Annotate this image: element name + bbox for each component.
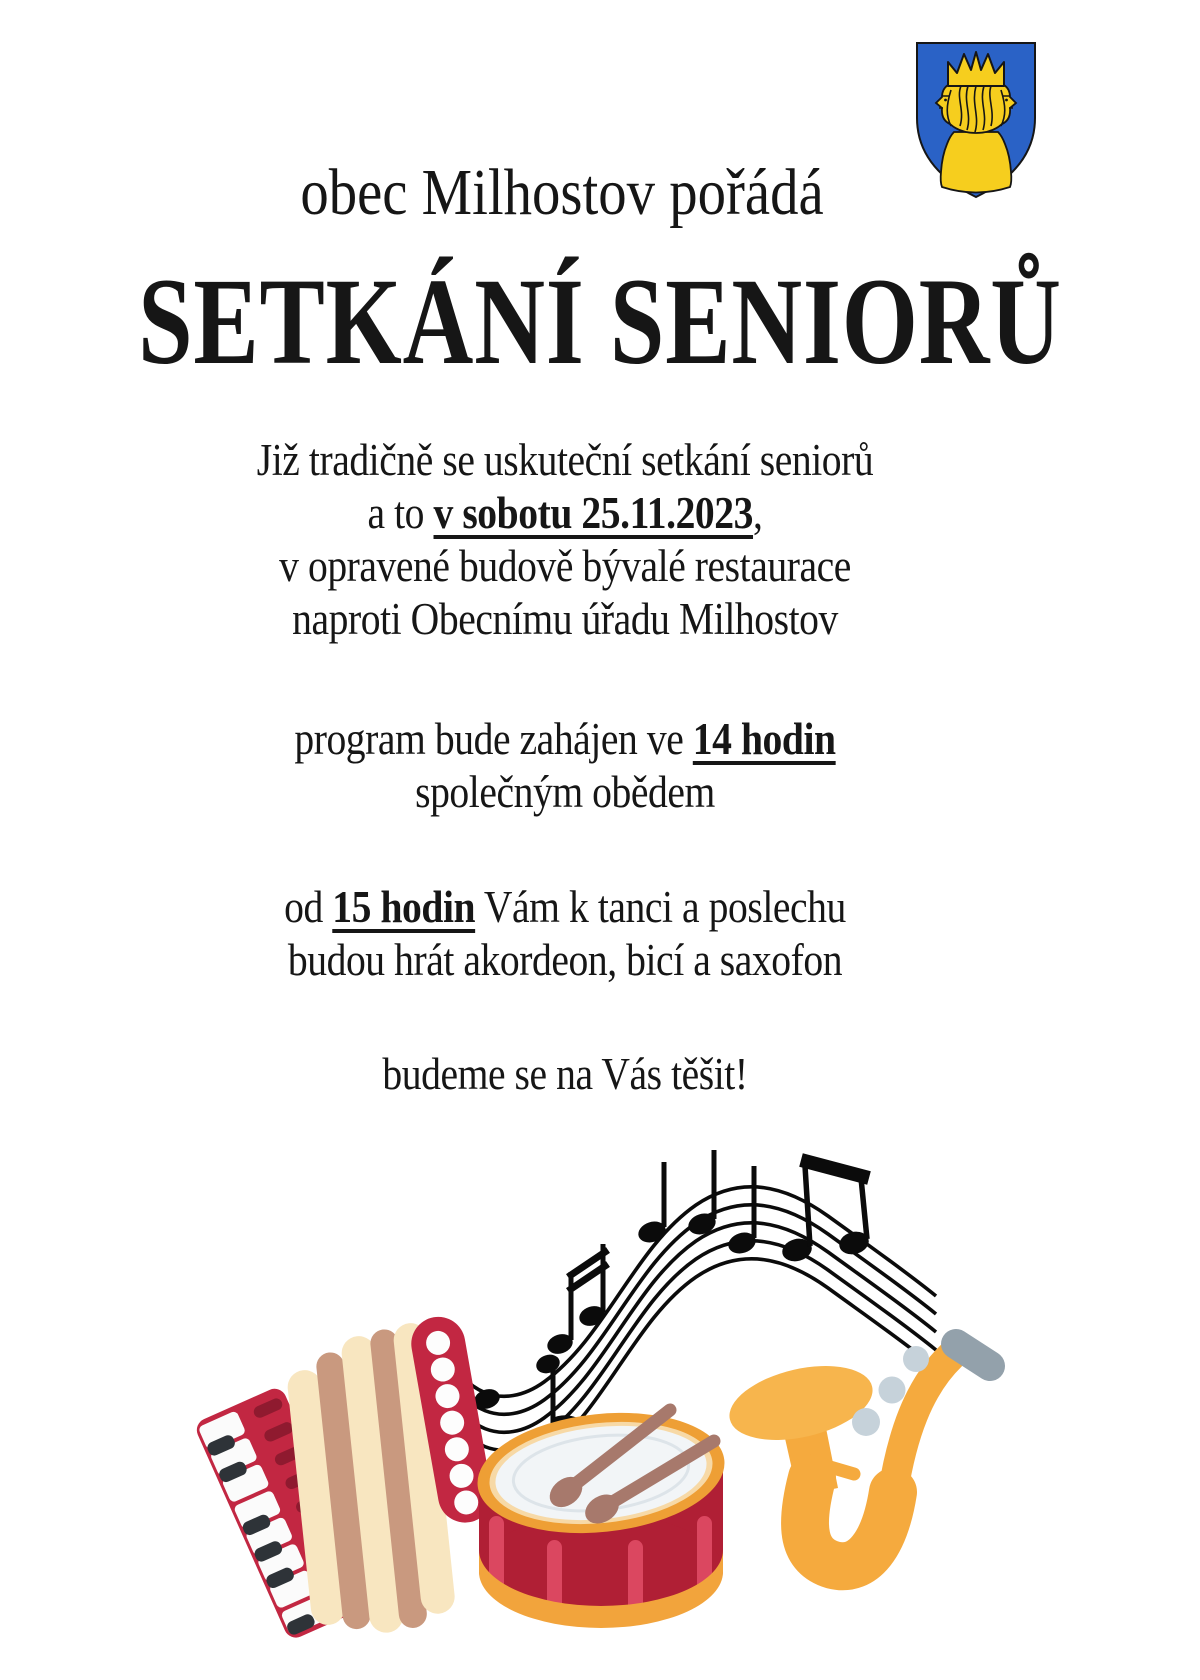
sax-mouthpiece [956,1344,990,1366]
event-venue-line: v opravené budově bývalé restaurace [279,541,851,591]
sax-bell [722,1353,880,1452]
music-paragraph [68,881,1062,987]
intro-paragraph [68,434,1062,646]
start-time: 14 hodin [692,714,836,764]
intro-line: Již tradičně se uskuteční setkání seniorů [256,435,874,485]
music-illustration [0,1060,1200,1680]
saxophone-icon [722,1344,990,1566]
music-time: 15 hodin [332,882,476,932]
page-title: SETKÁNÍ SENIORŮ [138,253,1062,390]
event-date-line: a to v sobotu 25.11.2023, [367,488,763,538]
program-start-line: program bude zahájen ve 14 hodin [294,714,836,764]
milhostov-coat-of-arms-icon [914,40,1038,202]
instruments-line: budou hrát akordeon, bicí a saxofon [287,935,843,985]
organizer-line: obec Milhostov pořádá [300,156,824,229]
accordion-icon [193,1313,496,1642]
music-start-line: od 15 hodin Vám k tanci a poslechu [284,882,846,932]
program-paragraph [68,713,1062,819]
event-date: v sobotu 25.11.2023 [433,488,754,538]
lunch-line: společným obědem [415,767,715,817]
event-location-line: naproti Obecnímu úřadu Milhostov [292,594,838,644]
bust-shape [941,132,1012,193]
drum-icon [472,1401,731,1628]
closing-line: budeme se na Vás těšit! [382,1049,748,1099]
